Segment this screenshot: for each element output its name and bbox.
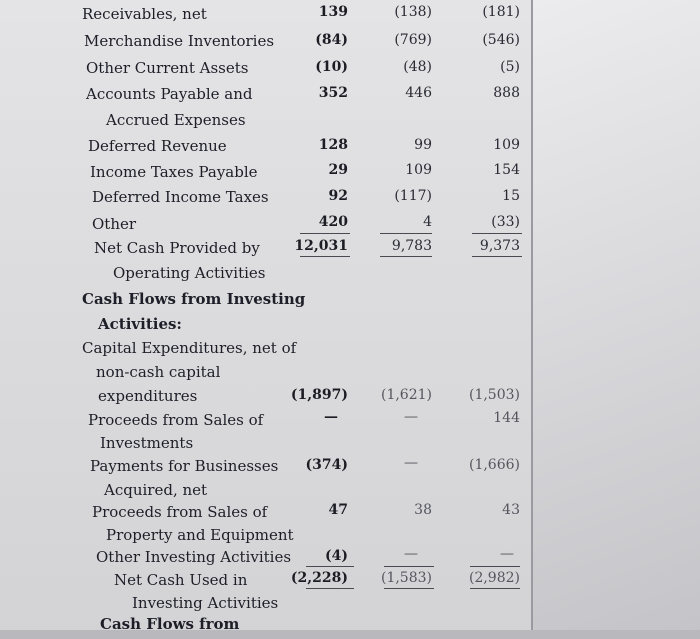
value-y3: (1,503) — [468, 387, 520, 403]
value-y2: (1,621) — [380, 387, 432, 403]
value-y1: (1,897) — [290, 387, 348, 403]
label-operating-activities: Operating Activities — [113, 264, 266, 282]
value-y3: 144 — [493, 410, 520, 426]
label-payments-businesses: Payments for Businesses — [90, 457, 279, 475]
subtotal-rule — [306, 566, 354, 567]
label-accounts-payable: Accounts Payable and — [86, 85, 253, 103]
value-y1: (10) — [315, 59, 348, 75]
label-proceeds-investments: Proceeds from Sales of — [88, 411, 264, 429]
value-y3: 888 — [493, 85, 520, 101]
value-y2: 446 — [405, 85, 432, 101]
label-other-investing: Other Investing Activities — [96, 548, 292, 566]
value-y2: 99 — [414, 137, 432, 153]
value-y3-total: (2,982) — [468, 570, 520, 586]
subtotal-rule — [384, 566, 434, 567]
total-rule — [300, 256, 350, 257]
value-y1: 92 — [328, 188, 348, 204]
value-y2: (138) — [394, 4, 432, 20]
value-y3: 154 — [493, 162, 520, 178]
label-investing-activities: Investing Activities — [132, 594, 279, 612]
value-y3: (1,666) — [468, 457, 520, 473]
value-y2-total: 9,783 — [391, 238, 432, 254]
label-income-taxes-payable: Income Taxes Payable — [90, 163, 258, 181]
label-other-current-assets: Other Current Assets — [86, 59, 249, 77]
value-y2: (117) — [394, 188, 432, 204]
label-merchandise-inventories: Merchandise Inventories — [84, 32, 275, 50]
value-y2: 38 — [414, 502, 432, 518]
value-y3: (5) — [500, 59, 520, 75]
value-y2: 109 — [405, 162, 432, 178]
value-y1: 29 — [328, 162, 348, 178]
value-y1: (4) — [325, 548, 348, 564]
value-y1: (374) — [305, 457, 348, 473]
value-y2: (48) — [403, 59, 432, 75]
value-y1: 47 — [328, 502, 348, 518]
value-y1: 139 — [318, 4, 348, 20]
label-investments: Investments — [100, 434, 194, 452]
label-cash-flows-from: Cash Flows from — [100, 615, 240, 633]
value-y1: 420 — [318, 214, 348, 230]
total-rule — [470, 588, 520, 589]
value-y2-total: (1,583) — [380, 570, 432, 586]
value-y3-total: 9,373 — [479, 238, 520, 254]
value-y2-dash: — — [404, 409, 418, 425]
value-y3: (33) — [491, 214, 520, 230]
subtotal-rule — [380, 233, 432, 234]
value-y2: (769) — [394, 32, 432, 48]
subtotal-rule — [300, 233, 350, 234]
label-deferred-income-taxes: Deferred Income Taxes — [92, 188, 269, 206]
label-net-cash-used: Net Cash Used in — [114, 571, 248, 589]
value-y3: (181) — [482, 4, 520, 20]
label-deferred-revenue: Deferred Revenue — [88, 137, 227, 155]
value-y3: 109 — [493, 137, 520, 153]
value-y1-total: 12,031 — [294, 238, 348, 254]
value-y2-dash: — — [404, 546, 418, 562]
label-property-equipment: Property and Equipment — [106, 526, 294, 544]
value-y1-total: (2,228) — [290, 570, 348, 586]
page-edge — [531, 0, 533, 639]
subtotal-rule — [472, 233, 522, 234]
value-y1: 352 — [318, 85, 348, 101]
value-y3: 15 — [502, 188, 520, 204]
total-rule — [472, 256, 522, 257]
total-rule — [380, 256, 432, 257]
value-y3: 43 — [502, 502, 520, 518]
subtotal-rule — [470, 566, 520, 567]
heading-activities: Activities: — [98, 315, 182, 333]
value-y1: 128 — [318, 137, 348, 153]
label-net-cash-provided: Net Cash Provided by — [94, 239, 260, 257]
label-non-cash-capital: non-cash capital — [96, 363, 221, 381]
label-accrued-expenses: Accrued Expenses — [106, 111, 246, 129]
value-y2-dash: — — [404, 455, 418, 471]
value-y3: (546) — [482, 32, 520, 48]
label-proceeds-property: Proceeds from Sales of — [92, 503, 268, 521]
heading-investing-activities: Cash Flows from Investing — [82, 290, 306, 308]
label-receivables: Receivables, net — [82, 5, 207, 23]
label-other: Other — [92, 215, 137, 233]
label-capital-expenditures: Capital Expenditures, net of — [82, 339, 297, 357]
value-y2: 4 — [423, 214, 432, 230]
value-y1: (84) — [315, 32, 348, 48]
value-y3-dash: — — [500, 546, 514, 562]
value-y1-dash: — — [324, 409, 338, 425]
background-margin — [532, 0, 700, 639]
total-rule — [384, 588, 434, 589]
label-expenditures: expenditures — [98, 387, 198, 405]
total-rule — [306, 588, 354, 589]
label-acquired-net: Acquired, net — [104, 481, 208, 499]
